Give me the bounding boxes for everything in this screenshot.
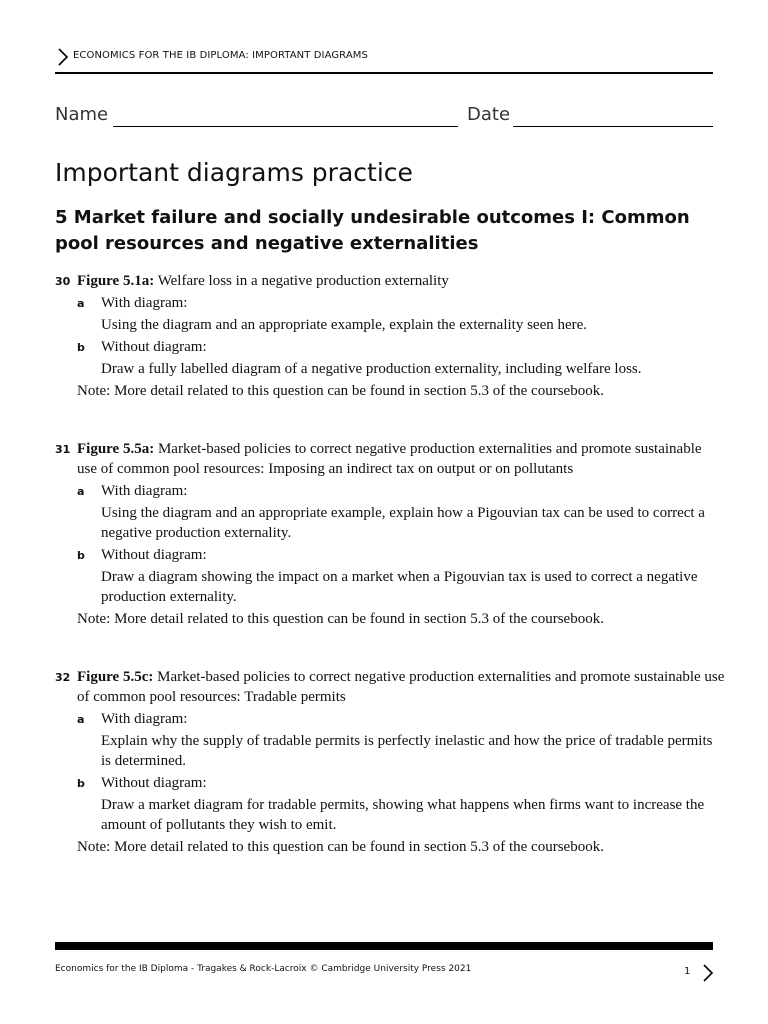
part-label: Without diagram:: [101, 547, 207, 563]
page-title: Important diagrams practice: [55, 158, 413, 187]
question-note: Note: More detail related to this question can be found in section 5.3 of the coursebook.: [77, 839, 604, 855]
figure-ref: Figure 5.5a:: [77, 441, 155, 457]
question-part-b: [55, 545, 725, 607]
part-instruction: Draw a market diagram for tradable permits, showing what happens when firms want to increase the amount of pollutants they wish to emit.: [101, 797, 705, 833]
question-part-a: [55, 481, 725, 543]
chevron-right-icon: [56, 48, 70, 66]
header-rule: [55, 72, 713, 74]
question-heading: [77, 667, 725, 707]
part-label: With diagram:: [101, 483, 188, 499]
question-note: Note: More detail related to this question can be found in section 5.3 of the coursebook.: [77, 383, 604, 399]
part-instruction: Explain why the supply of tradable permits is perfectly inelastic and how the price of tradable permits is determined.: [101, 733, 713, 769]
name-field[interactable]: [113, 126, 458, 127]
page-number: 1: [684, 966, 691, 977]
part-letter: a: [77, 485, 85, 498]
part-letter: b: [77, 777, 85, 790]
part-label: Without diagram:: [101, 339, 207, 355]
part-label: Without diagram:: [101, 775, 207, 791]
figure-caption: Market-based policies to correct negative production externalities and promote sustainable use of common pool resources: Imposing an indirect tax on output or on pollutants: [77, 441, 702, 477]
question-number: 30: [55, 275, 71, 288]
figure-ref: Figure 5.1a:: [77, 273, 155, 289]
part-instruction: Using the diagram and an appropriate example, explain how a Pigouvian tax can be used to correct a negative production externality.: [101, 505, 705, 541]
running-header: ECONOMICS FOR THE IB DIPLOMA: IMPORTANT DIAGRAMS: [73, 50, 368, 61]
part-letter: b: [77, 549, 85, 562]
question-part-b: [55, 337, 725, 379]
question-part-b: [55, 773, 725, 835]
footer-credit: Economics for the IB Diploma - Tragakes & Rock-Lacroix © Cambridge University Press 2021: [55, 964, 472, 974]
part-instruction: Using the diagram and an appropriate example, explain the externality seen here.: [101, 317, 588, 333]
part-instruction: Draw a diagram showing the impact on a market when a Pigouvian tax is used to correct a negative production externality.: [101, 569, 698, 605]
question-heading: [77, 271, 725, 291]
section-title: 5 Market failure and socially undesirable outcomes I: Common pool resources and negative externalities: [55, 207, 690, 254]
part-label: With diagram:: [101, 711, 188, 727]
question-number: 31: [55, 443, 71, 456]
date-field[interactable]: [513, 126, 713, 127]
question-32: [55, 667, 725, 857]
question-30: [55, 271, 725, 401]
question-note: Note: More detail related to this question can be found in section 5.3 of the coursebook.: [77, 611, 604, 627]
question-number: 32: [55, 671, 71, 684]
chevron-right-icon[interactable]: [701, 963, 715, 983]
part-label: With diagram:: [101, 295, 188, 311]
figure-ref: Figure 5.5c:: [77, 669, 154, 685]
question-part-a: [55, 709, 725, 771]
part-instruction: Draw a fully labelled diagram of a negative production externality, including welfare loss.: [101, 361, 642, 377]
figure-caption: Welfare loss in a negative production externality: [154, 273, 449, 289]
question-31: [55, 439, 725, 629]
figure-caption: Market-based policies to correct negative production externalities and promote sustainable use of common pool resources: Tradable permits: [77, 669, 725, 705]
part-letter: a: [77, 713, 85, 726]
part-letter: b: [77, 341, 85, 354]
name-label: Name: [55, 104, 109, 125]
part-letter: a: [77, 297, 85, 310]
question-part-a: [55, 293, 725, 335]
question-heading: [77, 439, 725, 479]
date-label: Date: [467, 104, 511, 125]
footer-rule: [55, 942, 713, 950]
